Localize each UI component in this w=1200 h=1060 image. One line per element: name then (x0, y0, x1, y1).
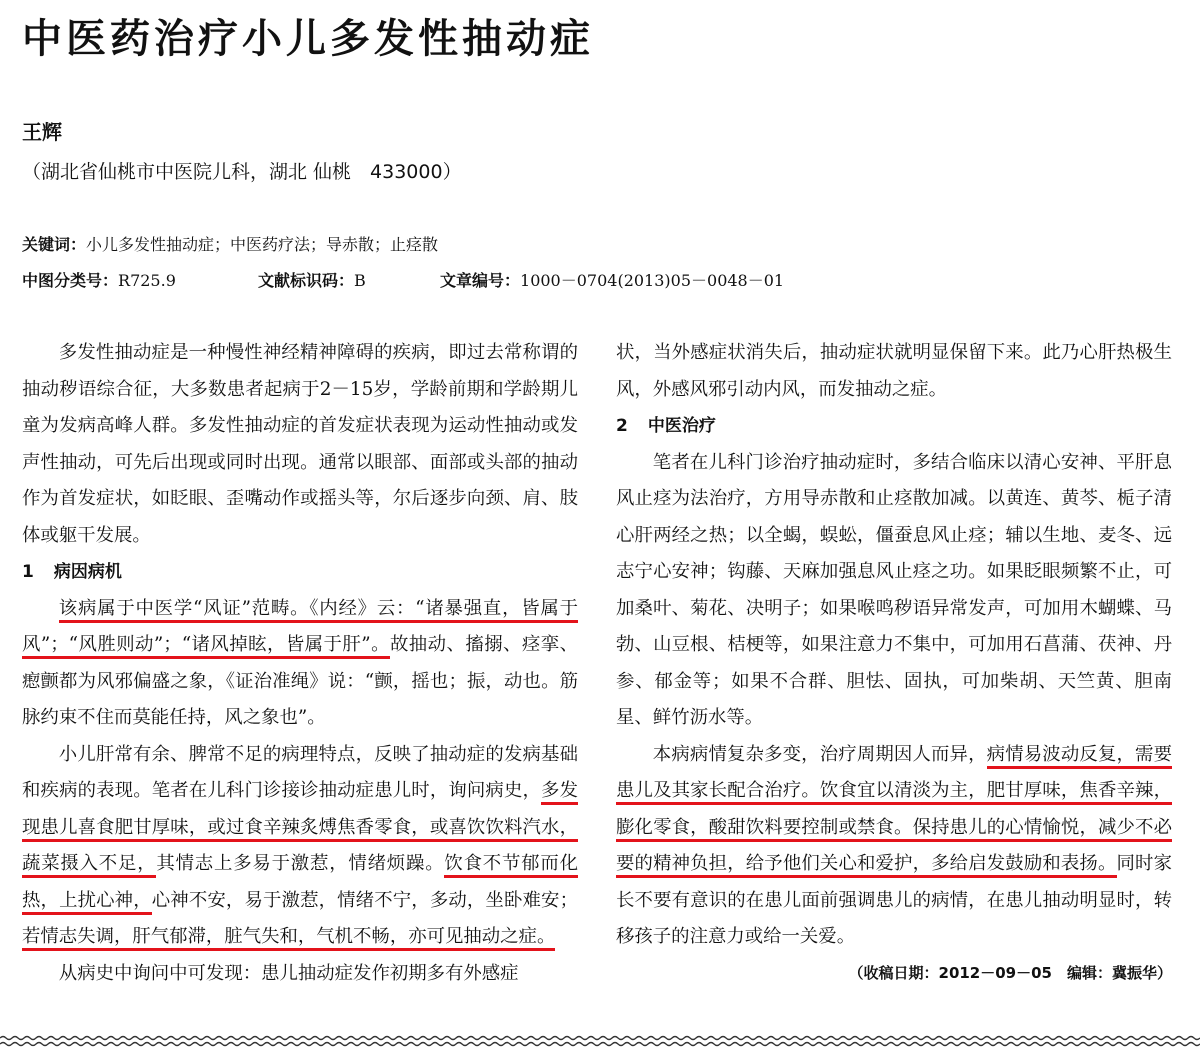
section-number: 1 (22, 562, 34, 582)
author-affiliation: （湖北省仙桃市中医院儿科，湖北 仙桃 433000） (22, 161, 462, 183)
article-title: 中医药治疗小儿多发性抽动症 (22, 16, 594, 62)
highlighted-text: 该病属于中医学“风证”范畴。《内经》云：“诸暴强直，皆属于风”；“风胜则动”；“诸风掉眩，皆属于肝”。 (22, 598, 578, 660)
received-date-note: （收稿日期：2012－09－05 编辑：冀振华） (848, 963, 1172, 982)
section-title: 病因病机 (53, 562, 122, 582)
history-paragraph: 从病史中询问中可发现：患儿抽动症发作初期多有外感症 (58, 962, 519, 984)
highlighted-text: 多发现患儿喜食肥甘厚味，或过食辛辣炙煿焦香零食，或喜饮饮料汽水，蔬菜摄入不足， (22, 780, 578, 878)
author-name: 王辉 (22, 120, 62, 144)
pathology-paragraph (22, 737, 578, 956)
highlighted-text: 饮食不节郁而化热，上扰心神， (22, 853, 578, 915)
highlighted-text: 饮食宜以清淡为主，肥甘厚味，焦香辛辣，膨化零食，酸甜饮料要控制或禁食。 (616, 780, 1172, 842)
paragraph-text: 同时家长不要有意识的在患儿面前强调患儿的病情，在患儿抽动明显时，转移孩子的注意力或给一关爱。 (616, 853, 1172, 947)
section-heading-2 (616, 408, 1172, 445)
paragraph-text: 故抽动、搐搦、痉挛、瘛颤都为风邪偏盛之象，《证治准绳》说：“颤，摇也；振，动也。筋脉约束不住而莫能任持，风之象也”。 (22, 634, 578, 728)
keywords-label: 关键词： (22, 235, 87, 254)
section-heading-1 (22, 554, 578, 591)
keywords-value: 小儿多发性抽动症；中医药疗法；导赤散；止痉散 (86, 235, 439, 254)
article-no-value: 1000－0704(2013)05－0048－01 (520, 271, 785, 290)
highlighted-text: 保持患儿的心情愉悦，减少不必要的精神负担，给予他们关心和爱护，多给启发鼓励和表扬。 (616, 817, 1172, 879)
etiology-paragraph (22, 591, 578, 737)
doc-code-label: 文献标识码： (258, 271, 355, 290)
section-number: 2 (616, 416, 628, 436)
continued-paragraph: 状，当外感症状消失后，抽动症状就明显保留下来。此乃心肝热极生风，外感风邪引动内风，而发抽动之症。 (616, 342, 1172, 400)
left-column (22, 335, 578, 992)
page-bottom-wavy-rule (0, 1030, 1200, 1054)
section-title: 中医治疗 (647, 416, 716, 436)
highlighted-text: 病情易波动反复，需要患儿及其家长配合治疗。 (616, 744, 1172, 806)
paragraph-text: 小儿肝常有余、脾常不足的病理特点，反映了抽动症的发病基础和疾病的表现。笔者在儿科门诊接诊抽动症患儿时，询问病史， (22, 743, 578, 801)
treatment-paragraph: 笔者在儿科门诊治疗抽动症时，多结合临床以清心安神、平肝息风止痉为法治疗，方用导赤散和止痉散加减。以黄连、黄芩、栀子清心肝两经之热；以全蝎，蜈蚣，僵蚕息风止痉；辅以生地、麦冬、远志宁心安神；钩藤、天麻加强息风止痉之功。如果眨眼频繁不止，可加桑叶、菊花、决明子；如果喉鸣秽语异常发声，可加用木蝴蝶、马勃、山豆根、桔梗等，如果注意力不集中，可加用石菖蒲、茯神、丹参、郁金等；如果不合群、胆怯、固执，可加柴胡、天竺黄、胆南星、鲜竹沥水等。 (616, 451, 1172, 728)
intro-paragraph: 多发性抽动症是一种慢性神经精神障碍的疾病，即过去常称谓的抽动秽语综合征，大多数患者起病于2－15岁，学龄前期和学龄期儿童为发病高峰人群。多发性抽动症的首发症状表现为运动性抽动或发声性抽动，可先后出现或同时出现。通常以眼部、面部或头部的抽动作为首发症状，如眨眼、歪嘴动作或摇头等，尔后逐步向颈、肩、肢体或躯干发展。 (22, 342, 578, 546)
paragraph-text: 其情志上多易于激惹，情绪烦躁。 (156, 853, 445, 874)
care-paragraph (616, 737, 1172, 956)
right-column (616, 335, 1172, 988)
keywords-line (22, 232, 438, 258)
highlighted-text: 若情志失调，肝气郁滞，脏气失和，气机不畅，亦可见抽动之症。 (22, 926, 555, 951)
clc-label: 中图分类号： (22, 271, 119, 290)
clc-value: R725.9 (118, 271, 176, 290)
article-no-label: 文章编号： (440, 271, 521, 290)
paragraph-text: 本病病情复杂多变，治疗周期因人而异， (652, 743, 987, 765)
doc-code-value: B (354, 271, 366, 290)
paragraph-text: 心神不安，易于激惹，情绪不宁，多动，坐卧难安； (151, 889, 578, 911)
